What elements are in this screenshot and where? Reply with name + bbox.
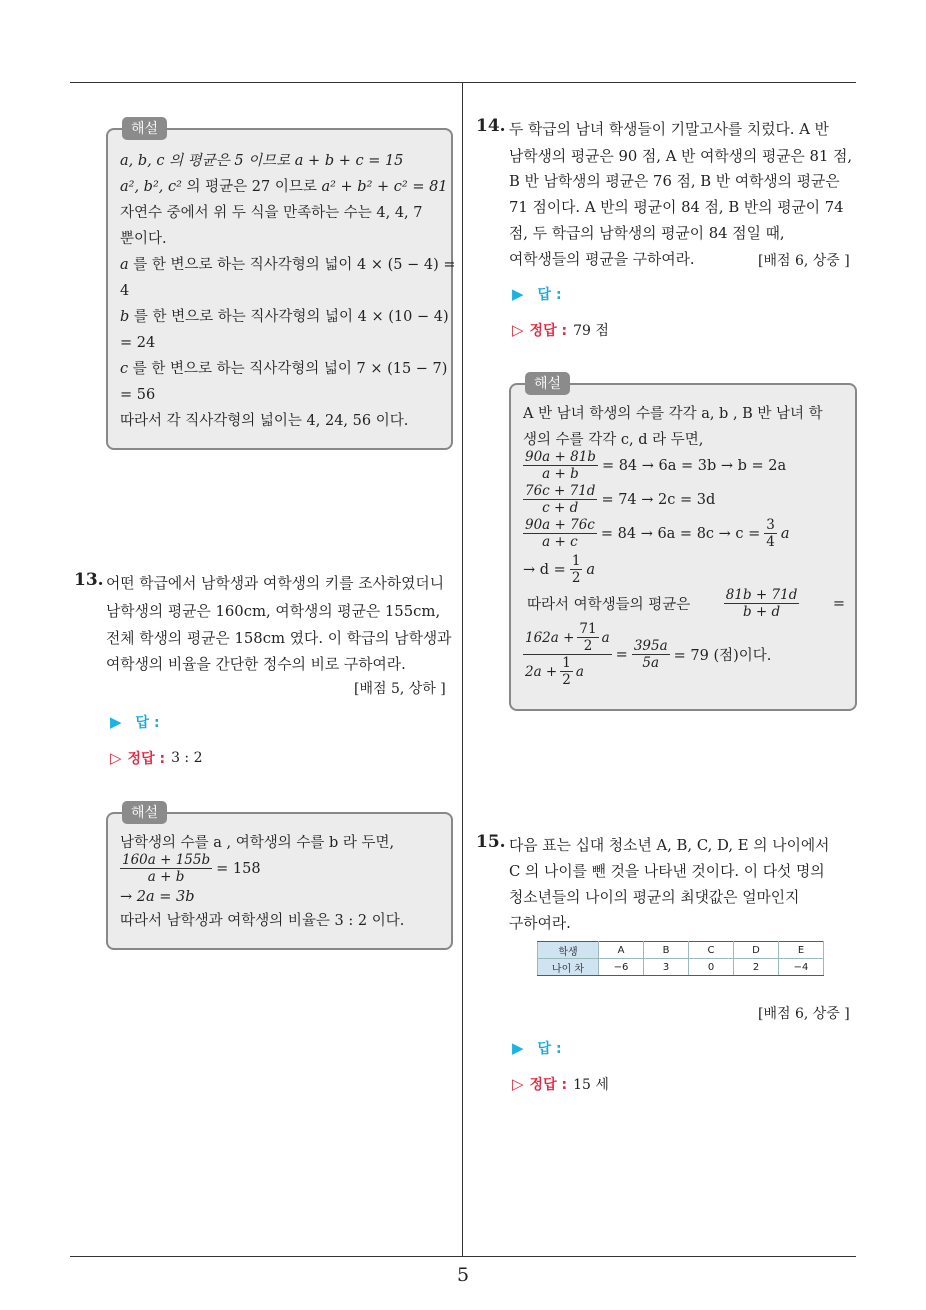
- triangle-outline-icon: ▷: [110, 749, 122, 767]
- play-icon: ▶: [512, 285, 524, 303]
- question-text: 어떤 학급에서 남학생과 여학생의 키를 조사하였더니: [106, 575, 444, 592]
- table-cell: D: [734, 942, 779, 959]
- question-number: 13.: [74, 570, 104, 590]
- answer-row: [512, 1038, 562, 1058]
- question-text: 구하여라.: [509, 915, 571, 932]
- solution-line: 뿐이다.: [120, 231, 167, 247]
- question-text: 남학생의 평균은 160cm, 여학생의 평균은 155cm,: [106, 603, 441, 620]
- points-label: [배점 6, 상중 ]: [758, 1006, 850, 1022]
- correct-label: 정답 :: [529, 323, 568, 339]
- solution-box-14: [509, 376, 857, 711]
- correct-value: 79 점: [573, 323, 609, 339]
- question-number: 15.: [476, 832, 506, 852]
- table-header-row: [538, 942, 824, 959]
- table-cell: 나이 차: [538, 959, 599, 976]
- question-text: B 반 남학생의 평균은 76 점, B 반 여학생의 평균은: [509, 173, 840, 190]
- solution-tag: 해설: [122, 801, 167, 824]
- solution-line: → 2a = 3b: [120, 889, 195, 905]
- table-cell: 0: [689, 959, 734, 976]
- correct-label: 정답 :: [529, 1077, 568, 1093]
- correct-answer-row: [512, 1074, 609, 1094]
- page-number: 5: [456, 1264, 470, 1286]
- solution-equation: → d = $\frac{1}{2}$ a: [523, 553, 596, 586]
- solution-line: a, b, c 의 평균은 5 이므로 a + b + c = 15: [120, 153, 404, 169]
- table-row: [538, 959, 824, 976]
- solution-line: a 를 한 변으로 하는 직사각형의 넓이 4 × (5 − 4) =: [120, 257, 456, 273]
- points-label: [배점 6, 상중 ]: [758, 253, 850, 269]
- table-cell: E: [779, 942, 824, 959]
- solution-equation: 162a + $\frac{71}{2}$ a 2a + $\frac{1}{2}$ a = $\frac{395a}{5a}$ = 79 (점)이다.: [525, 621, 772, 688]
- table-cell: A: [599, 942, 644, 959]
- solution-box-12: [106, 121, 456, 450]
- question-text: 다음 표는 십대 청소년 A, B, C, D, E 의 나이에서: [509, 837, 830, 854]
- table-cell: 학생: [538, 942, 599, 959]
- solution-line: 따라서 각 직사각형의 넓이는 4, 24, 56 이다.: [120, 413, 409, 429]
- question-text: 전체 학생의 평균은 158cm 였다. 이 학급의 남학생과: [106, 630, 452, 647]
- question-text: 점, 두 학급의 남학생의 평균이 84 점일 때,: [509, 225, 785, 242]
- answer-label: 답 :: [537, 1041, 562, 1057]
- correct-answer-row: [512, 320, 609, 340]
- solution-line: 따라서 남학생과 여학생의 비율은 3 : 2 이다.: [120, 913, 405, 929]
- question-text: 청소년들의 나이의 평균의 최댓값은 얼마인지: [509, 889, 800, 906]
- solution-line: 4: [120, 283, 130, 299]
- top-rule: [70, 82, 856, 83]
- play-icon: ▶: [110, 713, 122, 731]
- question-text: 두 학급의 남녀 학생들이 기말고사를 치렀다. A 반: [509, 121, 829, 138]
- age-difference-table: [537, 941, 824, 976]
- play-icon: ▶: [512, 1039, 524, 1057]
- solution-line: A 반 남녀 학생의 수를 각각 a, b , B 반 남녀 학: [523, 406, 823, 422]
- answer-label: 답 :: [135, 715, 160, 731]
- solution-line: 남학생의 수를 a , 여학생의 수를 b 라 두면,: [120, 835, 395, 851]
- solution-line: 자연수 중에서 위 두 식을 만족하는 수는 4, 4, 7: [120, 205, 423, 221]
- table-cell: 3: [644, 959, 689, 976]
- answer-label: 답 :: [537, 287, 562, 303]
- points-label: [배점 5, 상하 ]: [354, 681, 446, 697]
- correct-value: 15 세: [573, 1077, 609, 1093]
- question-text: 71 점이다. A 반의 평균이 84 점, B 반의 평균이 74: [509, 199, 844, 216]
- question-number: 14.: [476, 116, 506, 136]
- correct-answer-row: [110, 748, 203, 768]
- column-divider: [462, 83, 463, 1256]
- table-cell: B: [644, 942, 689, 959]
- solution-line: c 를 한 변으로 하는 직사각형의 넓이 7 × (15 − 7): [120, 361, 448, 377]
- solution-equation: $\frac{90a + 76c}{a + c}$ = 84 → 6a = 8c → c = $\frac{3}{4}$ a: [525, 517, 790, 550]
- solution-line: = 56: [120, 387, 156, 403]
- solution-line: 생의 수를 각각 c, d 라 두면,: [523, 432, 704, 448]
- solution-line: = 24: [120, 335, 156, 351]
- solution-equation: 따라서 여학생들의 평균은 $\frac{81b + 71d}{b + d}$ =: [527, 587, 845, 620]
- bottom-rule: [70, 1256, 856, 1257]
- triangle-outline-icon: ▷: [512, 321, 524, 339]
- correct-label: 정답 :: [127, 751, 166, 767]
- solution-box-13: [106, 805, 453, 950]
- question-text: 남학생의 평균은 90 점, A 반 여학생의 평균은 81 점,: [509, 148, 853, 165]
- triangle-outline-icon: ▷: [512, 1075, 524, 1093]
- table-cell: 2: [734, 959, 779, 976]
- table-cell: C: [689, 942, 734, 959]
- solution-equation: $\frac{76c + 71d}{c + d}$ = 74 → 2c = 3d: [525, 483, 716, 516]
- question-text: 여학생들의 평균을 구하여라.: [509, 251, 695, 268]
- solution-line: b 를 한 변으로 하는 직사각형의 넓이 4 × (10 − 4): [120, 309, 449, 325]
- solution-equation: $\frac{90a + 81b}{a + b}$ = 84 → 6a = 3b → b = 2a: [525, 449, 787, 482]
- question-text: C 의 나이를 뺀 것을 나타낸 것이다. 이 다섯 명의: [509, 863, 825, 880]
- correct-value: 3 : 2: [171, 750, 203, 766]
- question-text: 여학생의 비율을 간단한 정수의 비로 구하여라.: [106, 656, 406, 673]
- solution-tag: 해설: [122, 117, 167, 140]
- solution-tag: 해설: [525, 372, 570, 395]
- answer-row: [512, 284, 562, 304]
- table-cell: −6: [599, 959, 644, 976]
- solution-line: a², b², c² 의 평균은 27 이므로 a² + b² + c² = 81: [120, 179, 448, 195]
- answer-row: [110, 712, 160, 732]
- solution-equation: $\frac{160a + 155b}{a + b}$ = 158: [122, 852, 261, 885]
- table-cell: −4: [779, 959, 824, 976]
